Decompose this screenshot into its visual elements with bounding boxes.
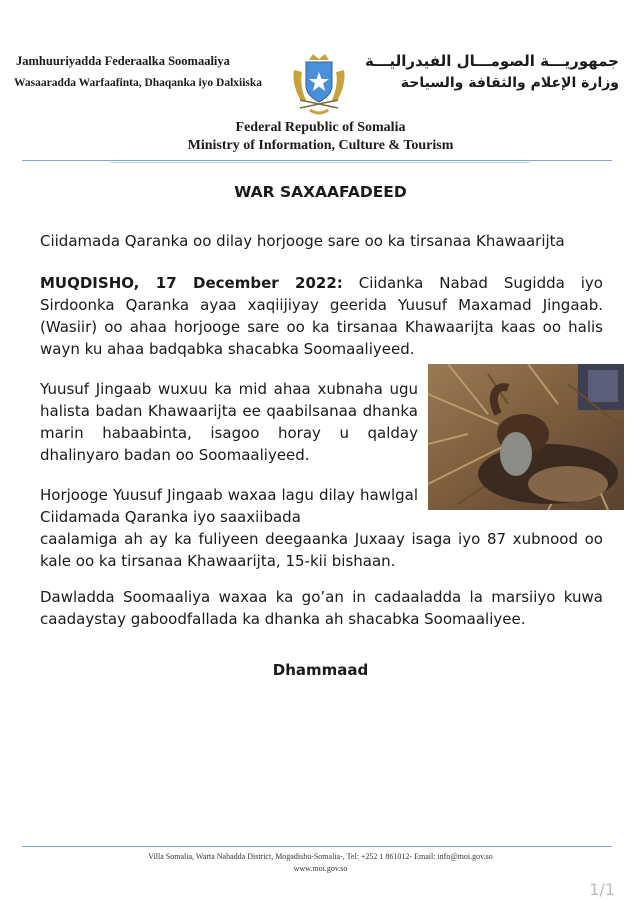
news-photo — [428, 364, 624, 510]
footer-website: www.moi.gov.so — [293, 864, 348, 873]
page-indicator: 1/1 — [589, 880, 615, 899]
letterhead-somali — [14, 52, 274, 92]
document-subtitle: Ciidamada Qaranka oo dilay horjooge sare oo ka tirsanaa Khawaarijta — [40, 232, 565, 250]
letterhead-english-line1: Federal Republic of Somalia — [235, 120, 406, 135]
letterhead-arabic — [359, 50, 619, 94]
dateline: MUQDISHO, 17 December 2022: — [40, 274, 343, 292]
footer-divider — [22, 846, 612, 847]
coat-of-arms-emblem-icon — [290, 50, 348, 120]
letterhead-somali-line1: Jamhuuriyadda Federaalka Soomaaliya — [16, 54, 230, 68]
paragraph-1 — [40, 272, 603, 360]
footer-address: Villa Somalia, Warta Nabadda District, Mogadishu-Somalia-, Tel: +252 1 861012- Email: info@moi.gov.so — [148, 852, 493, 861]
paragraph-4: Dawladda Soomaaliya waxaa ka go’an in cadaaladda la marsiiyo kuwa caadaystay gaboodfallada ka dhanka ah shacabka Soomaaliyee. — [40, 588, 603, 628]
letterhead-arabic-line2: وزارة الإعلام والثقافة والسياحة — [400, 75, 619, 91]
letterhead-somali-line2: Wasaaradda Warfaafinta, Dhaqanka iyo Dalxiiska — [14, 77, 263, 89]
paragraph-3-part-2: caalamiga ah ay ka fuliyeen deegaanka Juxaay isaga iyo 87 xubnood oo kale oo ka tirsanaa Khawaarijta, 15-kii bishaan. — [40, 530, 603, 570]
paragraph-2: Yuusuf Jingaab wuxuu ka mid ahaa xubnaha ugu halista badan Khawaarijta ee qaabilsanaa dhanka marin habaabinta, isagoo horay u qalday dhalinyaro badan oo Soomaaliyeed. — [40, 380, 418, 464]
header-divider-secondary — [110, 162, 530, 163]
document-heading: WAR SAXAAFADEED — [234, 183, 407, 201]
header-divider — [22, 160, 612, 161]
paragraph-1-text: Ciidanka Nabad Sugidda iyo Sirdoonka Qaranka ayaa xaqiijiyay geerida Yuusuf Maxamad Jingaab. (Wasiir) oo ahaa horjooge sare oo ka tirsanaa Khawaarijta kaas oo halis wayn ku ahaa badqabka shacabka Soomaaliyeed. — [40, 274, 603, 358]
paragraph-3-part-1: Horjooge Yuusuf Jingaab waxaa lagu dilay hawlgal Ciidamada Qaranka iyo saaxiibada — [40, 486, 418, 526]
letterhead-arabic-line1: جمهوريـــة الصومـــال الفيدراليـــة — [364, 52, 619, 70]
letterhead-english-line2: Ministry of Information, Culture & Tourism — [187, 138, 454, 153]
closing-text: Dhammaad — [272, 661, 369, 679]
